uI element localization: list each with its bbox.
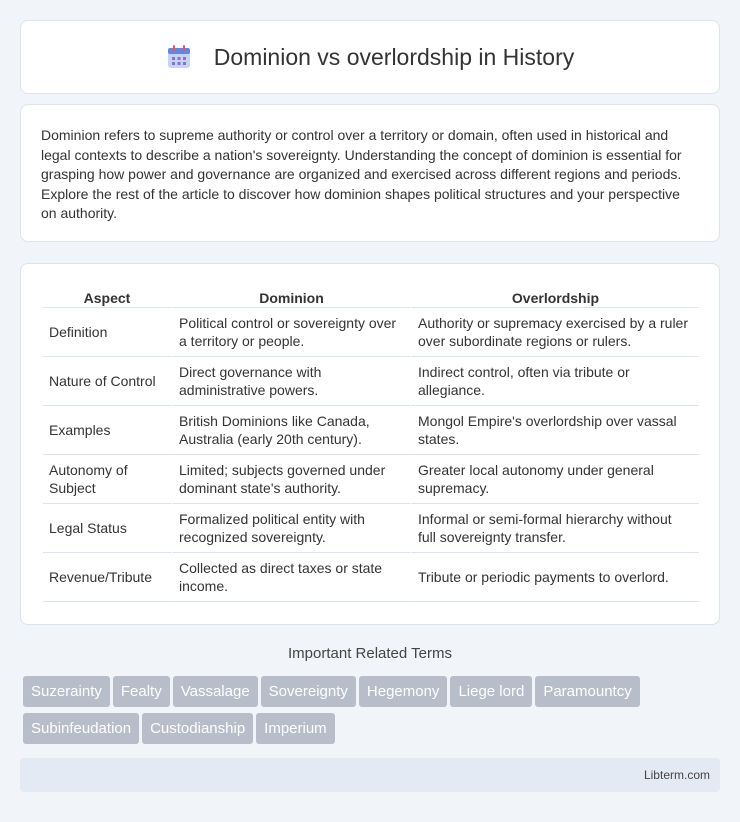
header-aspect: Aspect <box>43 288 171 308</box>
cell-aspect: Nature of Control <box>43 357 171 406</box>
cell-dominion: Limited; subjects governed under dominant state's authority. <box>171 455 410 504</box>
table-row <box>43 357 699 406</box>
related-terms-list <box>23 676 723 750</box>
intro-card <box>20 104 720 242</box>
cell-overlordship: Authority or supremacy exercised by a ruler over subordinate regions or rulers. <box>410 308 699 357</box>
related-term-tag[interactable]: Hegemony <box>359 676 448 707</box>
related-term-tag[interactable]: Suzerainty <box>23 676 110 707</box>
header-overlordship: Overlordship <box>410 288 699 308</box>
table-row <box>43 553 699 602</box>
related-terms-title: Important Related Terms <box>288 645 452 662</box>
footer <box>20 758 720 792</box>
header-card <box>20 20 720 94</box>
cell-overlordship: Indirect control, often via tribute or allegiance. <box>410 357 699 406</box>
calendar-icon <box>166 44 192 70</box>
comparison-table-card <box>20 263 720 625</box>
table-row <box>43 455 699 504</box>
related-term-tag[interactable]: Fealty <box>113 676 170 707</box>
cell-aspect: Revenue/Tribute <box>43 553 171 602</box>
cell-overlordship: Informal or semi-formal hierarchy without full sovereignty transfer. <box>410 504 699 553</box>
cell-overlordship: Mongol Empire's overlordship over vassal states. <box>410 406 699 455</box>
related-term-tag[interactable]: Sovereignty <box>261 676 356 707</box>
related-term-tag[interactable]: Vassalage <box>173 676 258 707</box>
related-term-tag[interactable]: Subinfeudation <box>23 713 139 744</box>
table-row <box>43 308 699 357</box>
cell-dominion: Political control or sovereignty over a territory or people. <box>171 308 410 357</box>
related-term-tag[interactable]: Imperium <box>256 713 335 744</box>
header-dominion: Dominion <box>171 288 410 308</box>
cell-overlordship: Tribute or periodic payments to overlord. <box>410 553 699 602</box>
table-row <box>43 406 699 455</box>
intro-text: Dominion refers to supreme authority or control over a territory or domain, often used in historical and legal contexts to describe a nation's sovereignty. Understanding the concept of dominion is essential for grasping how power and governance are organized and exercised across different regions and periods. Explore the rest of the article to discover how dominion shapes political structures and your perspective on authority. <box>41 127 682 221</box>
related-term-tag[interactable]: Custodianship <box>142 713 253 744</box>
cell-dominion: Formalized political entity with recognized sovereignty. <box>171 504 410 553</box>
cell-overlordship: Greater local autonomy under general supremacy. <box>410 455 699 504</box>
comparison-table <box>43 288 699 602</box>
related-term-tag[interactable]: Paramountcy <box>535 676 639 707</box>
cell-aspect: Definition <box>43 308 171 357</box>
related-term-tag[interactable]: Liege lord <box>450 676 532 707</box>
cell-aspect: Legal Status <box>43 504 171 553</box>
cell-dominion: British Dominions like Canada, Australia (early 20th century). <box>171 406 410 455</box>
cell-dominion: Collected as direct taxes or state income. <box>171 553 410 602</box>
table-header-row <box>43 288 699 308</box>
table-row <box>43 504 699 553</box>
footer-site-link[interactable]: Libterm.com <box>643 768 710 782</box>
cell-aspect: Examples <box>43 406 171 455</box>
page-title: Dominion vs overlordship in History <box>213 43 575 70</box>
cell-dominion: Direct governance with administrative powers. <box>171 357 410 406</box>
cell-aspect: Autonomy of Subject <box>43 455 171 504</box>
